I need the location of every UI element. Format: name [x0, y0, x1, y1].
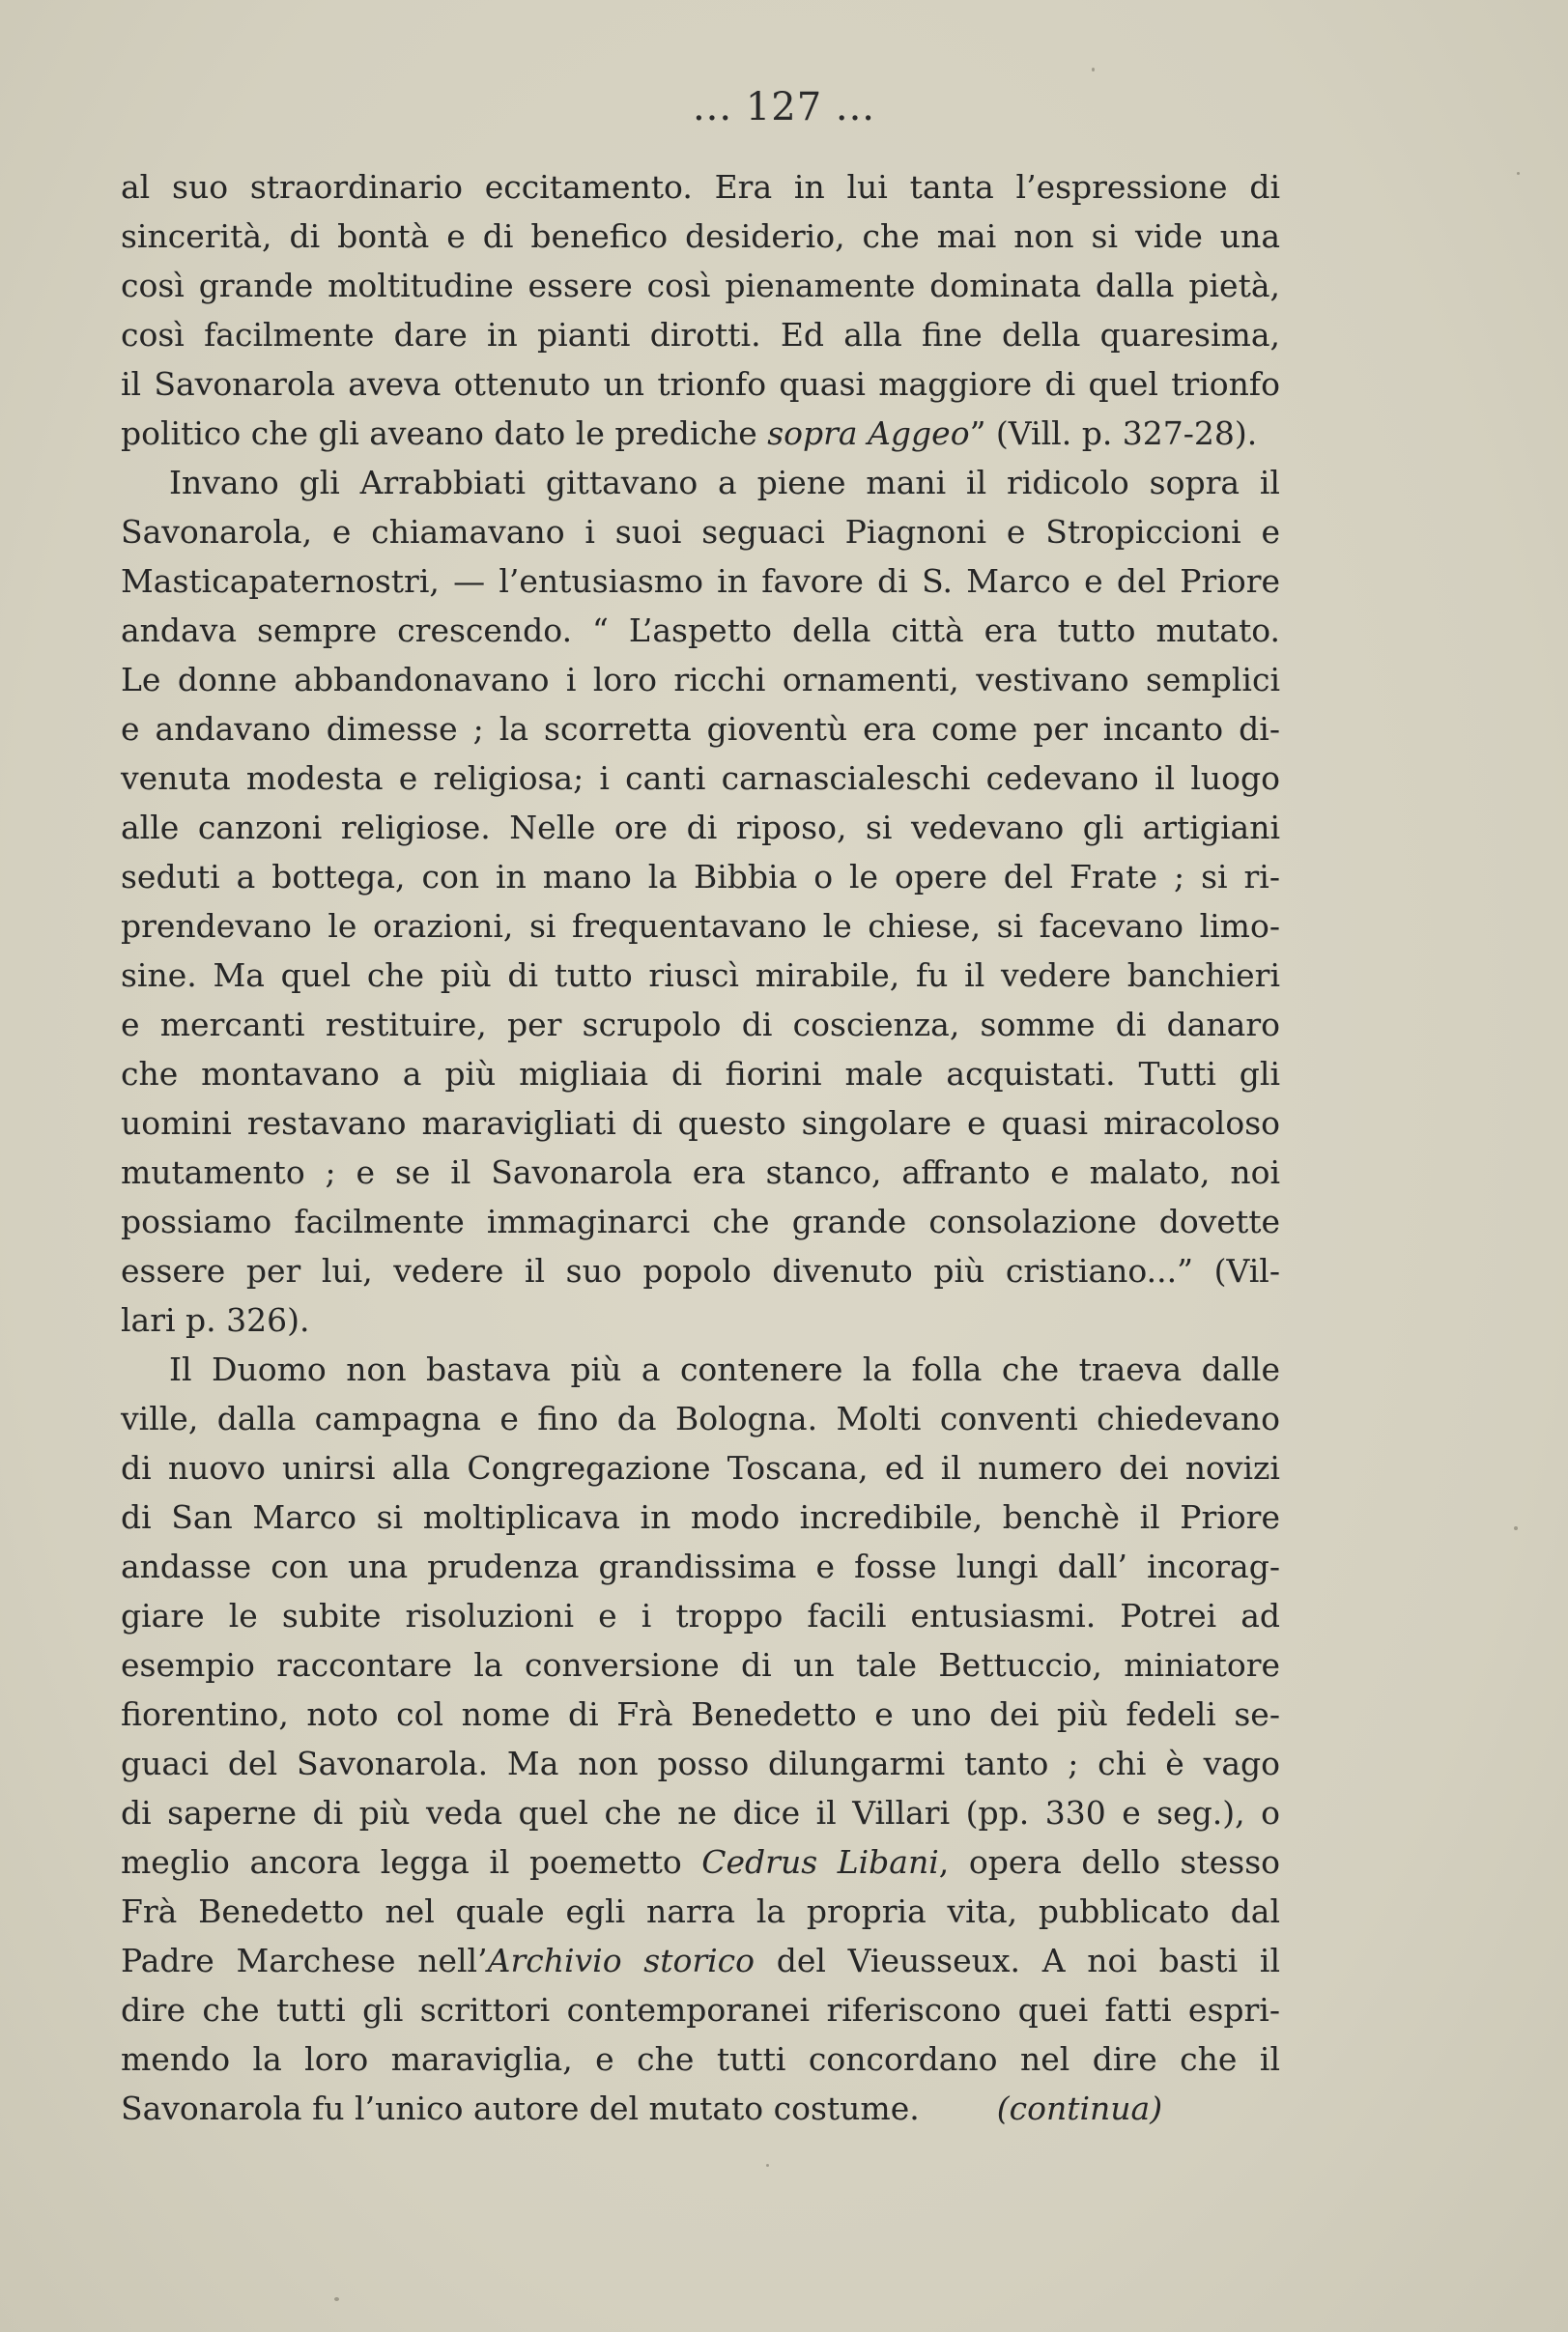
text-line: dire che tutti gli scrittori contemporanei riferiscono quei fatti espri- — [121, 1991, 1280, 2029]
text-line: il Savonarola aveva ottenuto un trionfo quasi maggiore di quel trionfo — [121, 365, 1280, 403]
text-line: meglio ancora legga il poemetto Cedrus Libani, opera dello stesso — [121, 1843, 1280, 1881]
text-line: che montavano a più migliaia di fiorini male acquistati. Tutti gli — [121, 1055, 1280, 1093]
text-line: Savonarola fu l’unico autore del mutato costume. (continua) — [121, 2090, 1163, 2127]
italic-title: sopra Aggeo — [767, 414, 970, 452]
text-line: uomini restavano maravigliati di questo singolare e quasi miracoloso — [121, 1104, 1280, 1142]
text-line: Padre Marchese nell’Archivio storico del Vieusseux. A noi basti il — [121, 1942, 1281, 1979]
text-line: ville, dalla campagna e fino da Bologna. Molti conventi chiedevano — [121, 1400, 1280, 1437]
text-line: Il Duomo non bastava più a contenere la folla che traeva dalle — [169, 1351, 1280, 1388]
text-line: lari p. 326). — [121, 1301, 310, 1339]
paper-speck — [1517, 172, 1520, 175]
text-line: Savonarola, e chiamavano i suoi seguaci Piagnoni e Stropiccioni e — [121, 513, 1280, 551]
italic-title: Archivio storico — [487, 1942, 755, 1979]
text-line: politico che gli aveano dato le prediche sopra Aggeo” (Vill. p. 327-28). — [121, 414, 1258, 452]
text-line: giare le subite risoluzioni e i troppo facili entusiasmi. Potrei ad — [121, 1597, 1280, 1635]
text-line: Frà Benedetto nel quale egli narra la propria vita, pubblicato dal — [121, 1892, 1280, 1930]
text-line: al suo straordinario eccitamento. Era in lui tanta l’espressione di — [121, 168, 1280, 206]
paper-speck — [1092, 68, 1095, 71]
text-line: così facilmente dare in pianti dirotti. Ed alla fine della quaresima, — [121, 316, 1280, 354]
page-number: ... 127 ... — [692, 85, 876, 129]
text-line: andava sempre crescendo. “ L’aspetto della città era tutto mutato. — [121, 611, 1280, 649]
text-line: andasse con una prudenza grandissima e fosse lungi dall’ incorag- — [121, 1548, 1280, 1585]
text-line: prendevano le orazioni, si frequentavano le chiese, si facevano limo- — [121, 907, 1280, 945]
text-line: sine. Ma quel che più di tutto riuscì mirabile, fu il vedere banchieri — [121, 956, 1280, 994]
text-line: di nuovo unirsi alla Congregazione Toscana, ed il numero dei novizi — [121, 1449, 1280, 1487]
text-line: Masticapaternostri, — l’entusiasmo in favore di S. Marco e del Priore — [121, 562, 1280, 600]
text-line: e mercanti restituire, per scrupolo di coscienza, somme di danaro — [121, 1006, 1280, 1043]
text-line: Invano gli Arrabbiati gittavano a piene mani il ridicolo sopra il — [169, 464, 1280, 501]
text-line: possiamo facilmente immaginarci che grande consolazione dovette — [121, 1203, 1280, 1240]
text-line: essere per lui, vedere il suo popolo divenuto più cristiano...” (Vil- — [121, 1252, 1280, 1290]
text-line: di San Marco si moltiplicava in modo incredibile, benchè il Priore — [121, 1498, 1280, 1536]
text-line: e andavano dimesse ; la scorretta gioventù era come per incanto di- — [121, 710, 1280, 748]
text-line: Le donne abbandonavano i loro ricchi ornamenti, vestivano semplici — [121, 661, 1280, 698]
text-line: mendo la loro maraviglia, e che tutti concordano nel dire che il — [121, 2040, 1280, 2078]
text-line: venuta modesta e religiosa; i canti carnascialeschi cedevano il luogo — [121, 759, 1280, 797]
text-line: mutamento ; e se il Savonarola era stanco, affranto e malato, noi — [121, 1153, 1280, 1191]
text-line: di saperne di più veda quel che ne dice il Villari (pp. 330 e seg.), o — [121, 1794, 1280, 1832]
text-line: esempio raccontare la conversione di un tale Bettuccio, miniatore — [121, 1646, 1280, 1684]
continued-note: (continua) — [996, 2090, 1163, 2127]
text-line: fiorentino, noto col nome di Frà Benedetto e uno dei più fedeli se- — [121, 1695, 1280, 1733]
text-line: seduti a bottega, con in mano la Bibbia o le opere del Frate ; si ri- — [121, 858, 1280, 896]
text-line: guaci del Savonarola. Ma non posso dilungarmi tanto ; chi è vago — [121, 1745, 1280, 1782]
paper-speck — [1514, 1526, 1518, 1530]
text-line: sincerità, di bontà e di benefico desiderio, che mai non si vide una — [121, 217, 1280, 255]
paper-speck — [334, 2297, 339, 2301]
text-line: così grande moltitudine essere così pienamente dominata dalla pietà, — [121, 267, 1280, 304]
body-text — [121, 162, 1280, 2133]
paper-speck — [766, 2164, 769, 2167]
text-line: alle canzoni religiose. Nelle ore di riposo, si vedevano gli artigiani — [121, 809, 1280, 846]
italic-title: Cedrus Libani — [701, 1843, 939, 1881]
